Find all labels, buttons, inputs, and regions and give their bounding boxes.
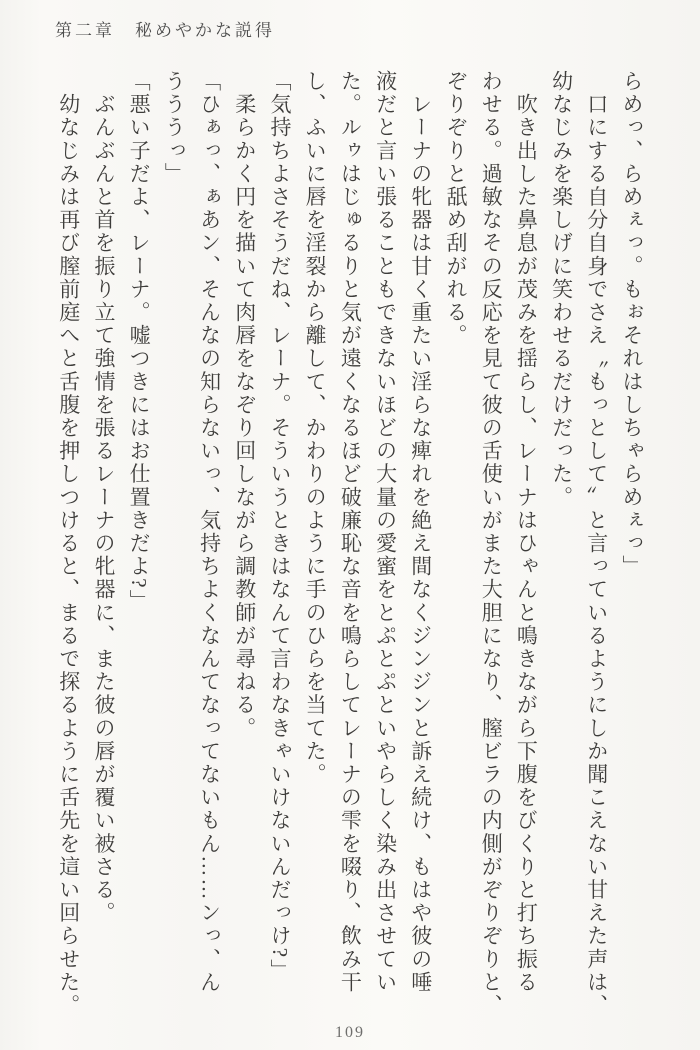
text-column: らめっ、らめぇっ。もぉそれはしちゃらめぇっ」 (620, 70, 644, 579)
text-column: レーナの牝器は甘く重たい淫らな痺れを絶え間なくジンジンと訴え続け、もはや彼の唾 (408, 70, 433, 994)
text-column: 液だと言い張ることもできないほどの大量の愛蜜をとぷとぷといやらしく染み出させてい (373, 70, 398, 994)
text-column: うううっ」 (162, 70, 187, 186)
chapter-header: 第二章 秘めやかな説得 (55, 21, 275, 40)
text-column: 幼なじみを楽しげに笑わせるだけだった。 (549, 70, 574, 509)
text-column: わせる。過敏なその反応を見て彼の舌使いがまた大胆になり、膣ビラの内側がぞりぞりと、 (479, 70, 504, 1018)
text-column: 「気持ちよさそうだね、レーナ。そういうときはなんて言わなきゃいけないんだっけ?」 (267, 70, 292, 983)
text-column: 幼なじみは再び膣前庭へと舌腹を押しつけると、まるで探るように舌先を這い回らせた。 (56, 70, 81, 1018)
text-column: た。ルゥはじゅるりと気が遠くなるほど破廉恥な音を鳴らしてレーナの雫を啜り、飲み干 (338, 70, 363, 994)
text-column: 吹き出した鼻息が茂みを揺らし、レーナはひゃんと鳴きながら下腹をびくりと打ち振る (514, 70, 539, 994)
text-column: 柔らかく円を描いて肉唇をなぞり回しながら調教師が尋ねる。 (232, 70, 257, 740)
text-column: ぞりぞりと舐め刮がれる。 (443, 70, 468, 348)
text-column: ぶんぶんと首を振り立て強情を張るレーナの牝器に、また彼の唇が覆い被さる。 (91, 70, 116, 925)
page-number: 109 (335, 1024, 365, 1041)
text-columns (50, 70, 649, 1020)
text-column: 口にする自分自身でさえ〝もっとして〟と言っているようにしか聞こえない甘えた声は、 (584, 70, 609, 1018)
text-column: 「悪い子だよ、レーナ。嘘つきにはお仕置きだよ?」 (127, 70, 152, 613)
text-column: 「ひぁっ、ぁあン、そんなの知らないっ、気持ちよくなんてなってないもん……ンっ、ん (197, 70, 222, 994)
text-column: し、ふいに唇を淫裂から離して、かわりのように手のひらを当てた。 (303, 70, 328, 787)
